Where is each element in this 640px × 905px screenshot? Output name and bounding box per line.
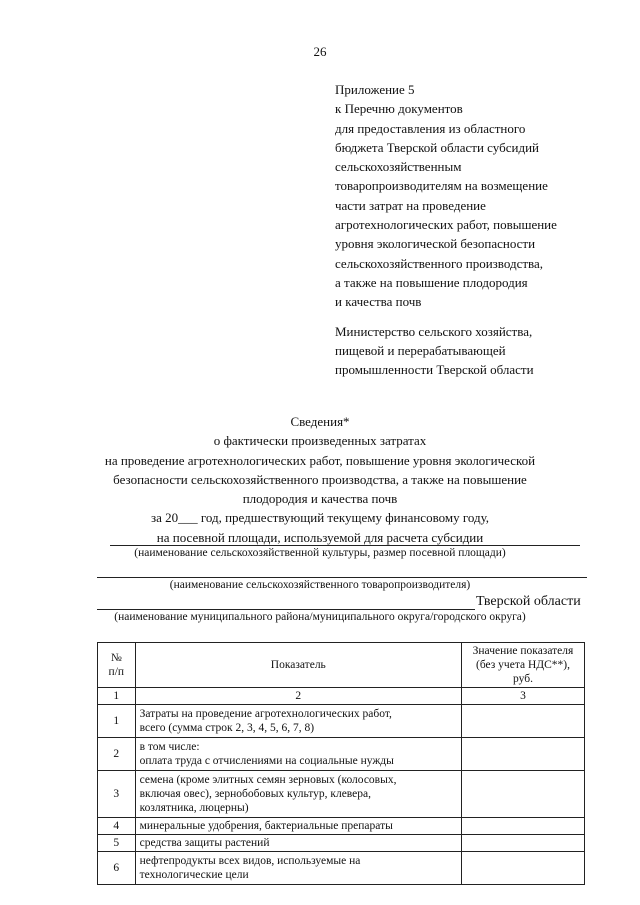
- index-cell: 3: [461, 688, 584, 705]
- table-row: [98, 818, 585, 835]
- table-row: [98, 771, 585, 818]
- row-value-cell[interactable]: [461, 771, 584, 818]
- heading-line: на проведение агротехнологических работ, повышение уровня экологической: [104, 452, 536, 468]
- index-cell: 1: [98, 688, 136, 705]
- appendix-line: уровня экологической безопасности: [335, 236, 536, 252]
- document-heading: [0, 412, 640, 547]
- table-header-row: [98, 643, 585, 688]
- heading-line: за 20___ год, предшествующий текущему финансовому году,: [150, 510, 490, 526]
- producer-fill-line[interactable]: [97, 577, 587, 578]
- addressee-line: пищевой и перерабатывающей: [335, 343, 506, 358]
- row-indicator: средства защиты растений: [135, 835, 461, 852]
- table-row: [98, 705, 585, 738]
- crop-fill-line[interactable]: [110, 545, 580, 546]
- row-indicator: минеральные удобрения, бактериальные препараты: [135, 818, 461, 835]
- heading-line: на посевной площади, используемой для расчета субсидии: [156, 529, 484, 545]
- appendix-line: сельскохозяйственным: [335, 159, 462, 175]
- index-cell: 2: [135, 688, 461, 705]
- row-number: 2: [98, 738, 136, 771]
- heading-line: о фактически произведенных затратах: [213, 433, 427, 449]
- addressee-line: Министерство сельского хозяйства,: [335, 324, 533, 339]
- appendix-line: и качества почв: [335, 294, 422, 310]
- municipality-fill-line[interactable]: [97, 609, 475, 610]
- row-number: 1: [98, 705, 136, 738]
- row-number: 3: [98, 771, 136, 818]
- row-number: 4: [98, 818, 136, 835]
- row-value-cell[interactable]: [461, 835, 584, 852]
- table-index-row: [98, 688, 585, 705]
- row-indicator: семена (кроме элитных семян зерновых (колосовых, включая овес), зернобобовых культур, клевера, козлятника, люцерны): [135, 771, 461, 818]
- heading-line: безопасности сельскохозяйственного производства, а также на повышение: [113, 471, 527, 487]
- region-suffix: Тверской области: [476, 594, 581, 609]
- appendix-line: для предоставления из областного: [335, 120, 526, 136]
- table-row: [98, 738, 585, 771]
- table-row: [98, 835, 585, 852]
- appendix-line: части затрат на проведение: [335, 197, 486, 213]
- page-number: 26: [313, 44, 327, 59]
- appendix-line: к Перечню документов: [335, 101, 463, 117]
- appendix-block: [335, 80, 635, 312]
- row-value-cell[interactable]: [461, 705, 584, 738]
- appendix-line: агротехнологических работ, повышение: [335, 217, 557, 233]
- row-value-cell[interactable]: [461, 852, 584, 885]
- row-value-cell[interactable]: [461, 818, 584, 835]
- appendix-line: Приложение 5: [335, 82, 415, 97]
- appendix-line: бюджета Тверской области субсидий: [335, 139, 539, 155]
- addressee-line: промышленности Тверской области: [335, 362, 534, 377]
- appendix-line: сельскохозяйственного производства,: [335, 255, 544, 271]
- row-value-cell[interactable]: [461, 738, 584, 771]
- row-number: 6: [98, 852, 136, 885]
- municipality-caption: (наименование муниципального района/муниципального округа/городского округа): [114, 611, 526, 623]
- appendix-line: товаропроизводителям на возмещение: [335, 178, 548, 194]
- row-indicator: Затраты на проведение агротехнологических работ, всего (сумма строк 2, 3, 4, 5, 6, 7, 8): [135, 705, 461, 738]
- header-number: № п/п: [98, 643, 136, 688]
- header-value: Значение показателя (без учета НДС**), руб.: [461, 643, 584, 688]
- crop-caption: (наименование сельскохозяйственной культуры, размер посевной площади): [134, 547, 506, 559]
- appendix-line: а также на повышение плодородия: [335, 274, 528, 290]
- heading-title: Сведения*: [290, 414, 350, 429]
- header-indicator: Показатель: [135, 643, 461, 688]
- row-indicator: нефтепродукты всех видов, используемые на технологические цели: [135, 852, 461, 885]
- expenses-table: [97, 642, 585, 885]
- heading-line: плодородия и качества почв: [242, 491, 398, 507]
- addressee-block: [335, 322, 635, 379]
- row-indicator: в том числе: оплата труда с отчислениями на социальные нужды: [135, 738, 461, 771]
- table-row: [98, 852, 585, 885]
- row-number: 5: [98, 835, 136, 852]
- producer-caption: (наименование сельскохозяйственного товаропроизводителя): [169, 579, 471, 591]
